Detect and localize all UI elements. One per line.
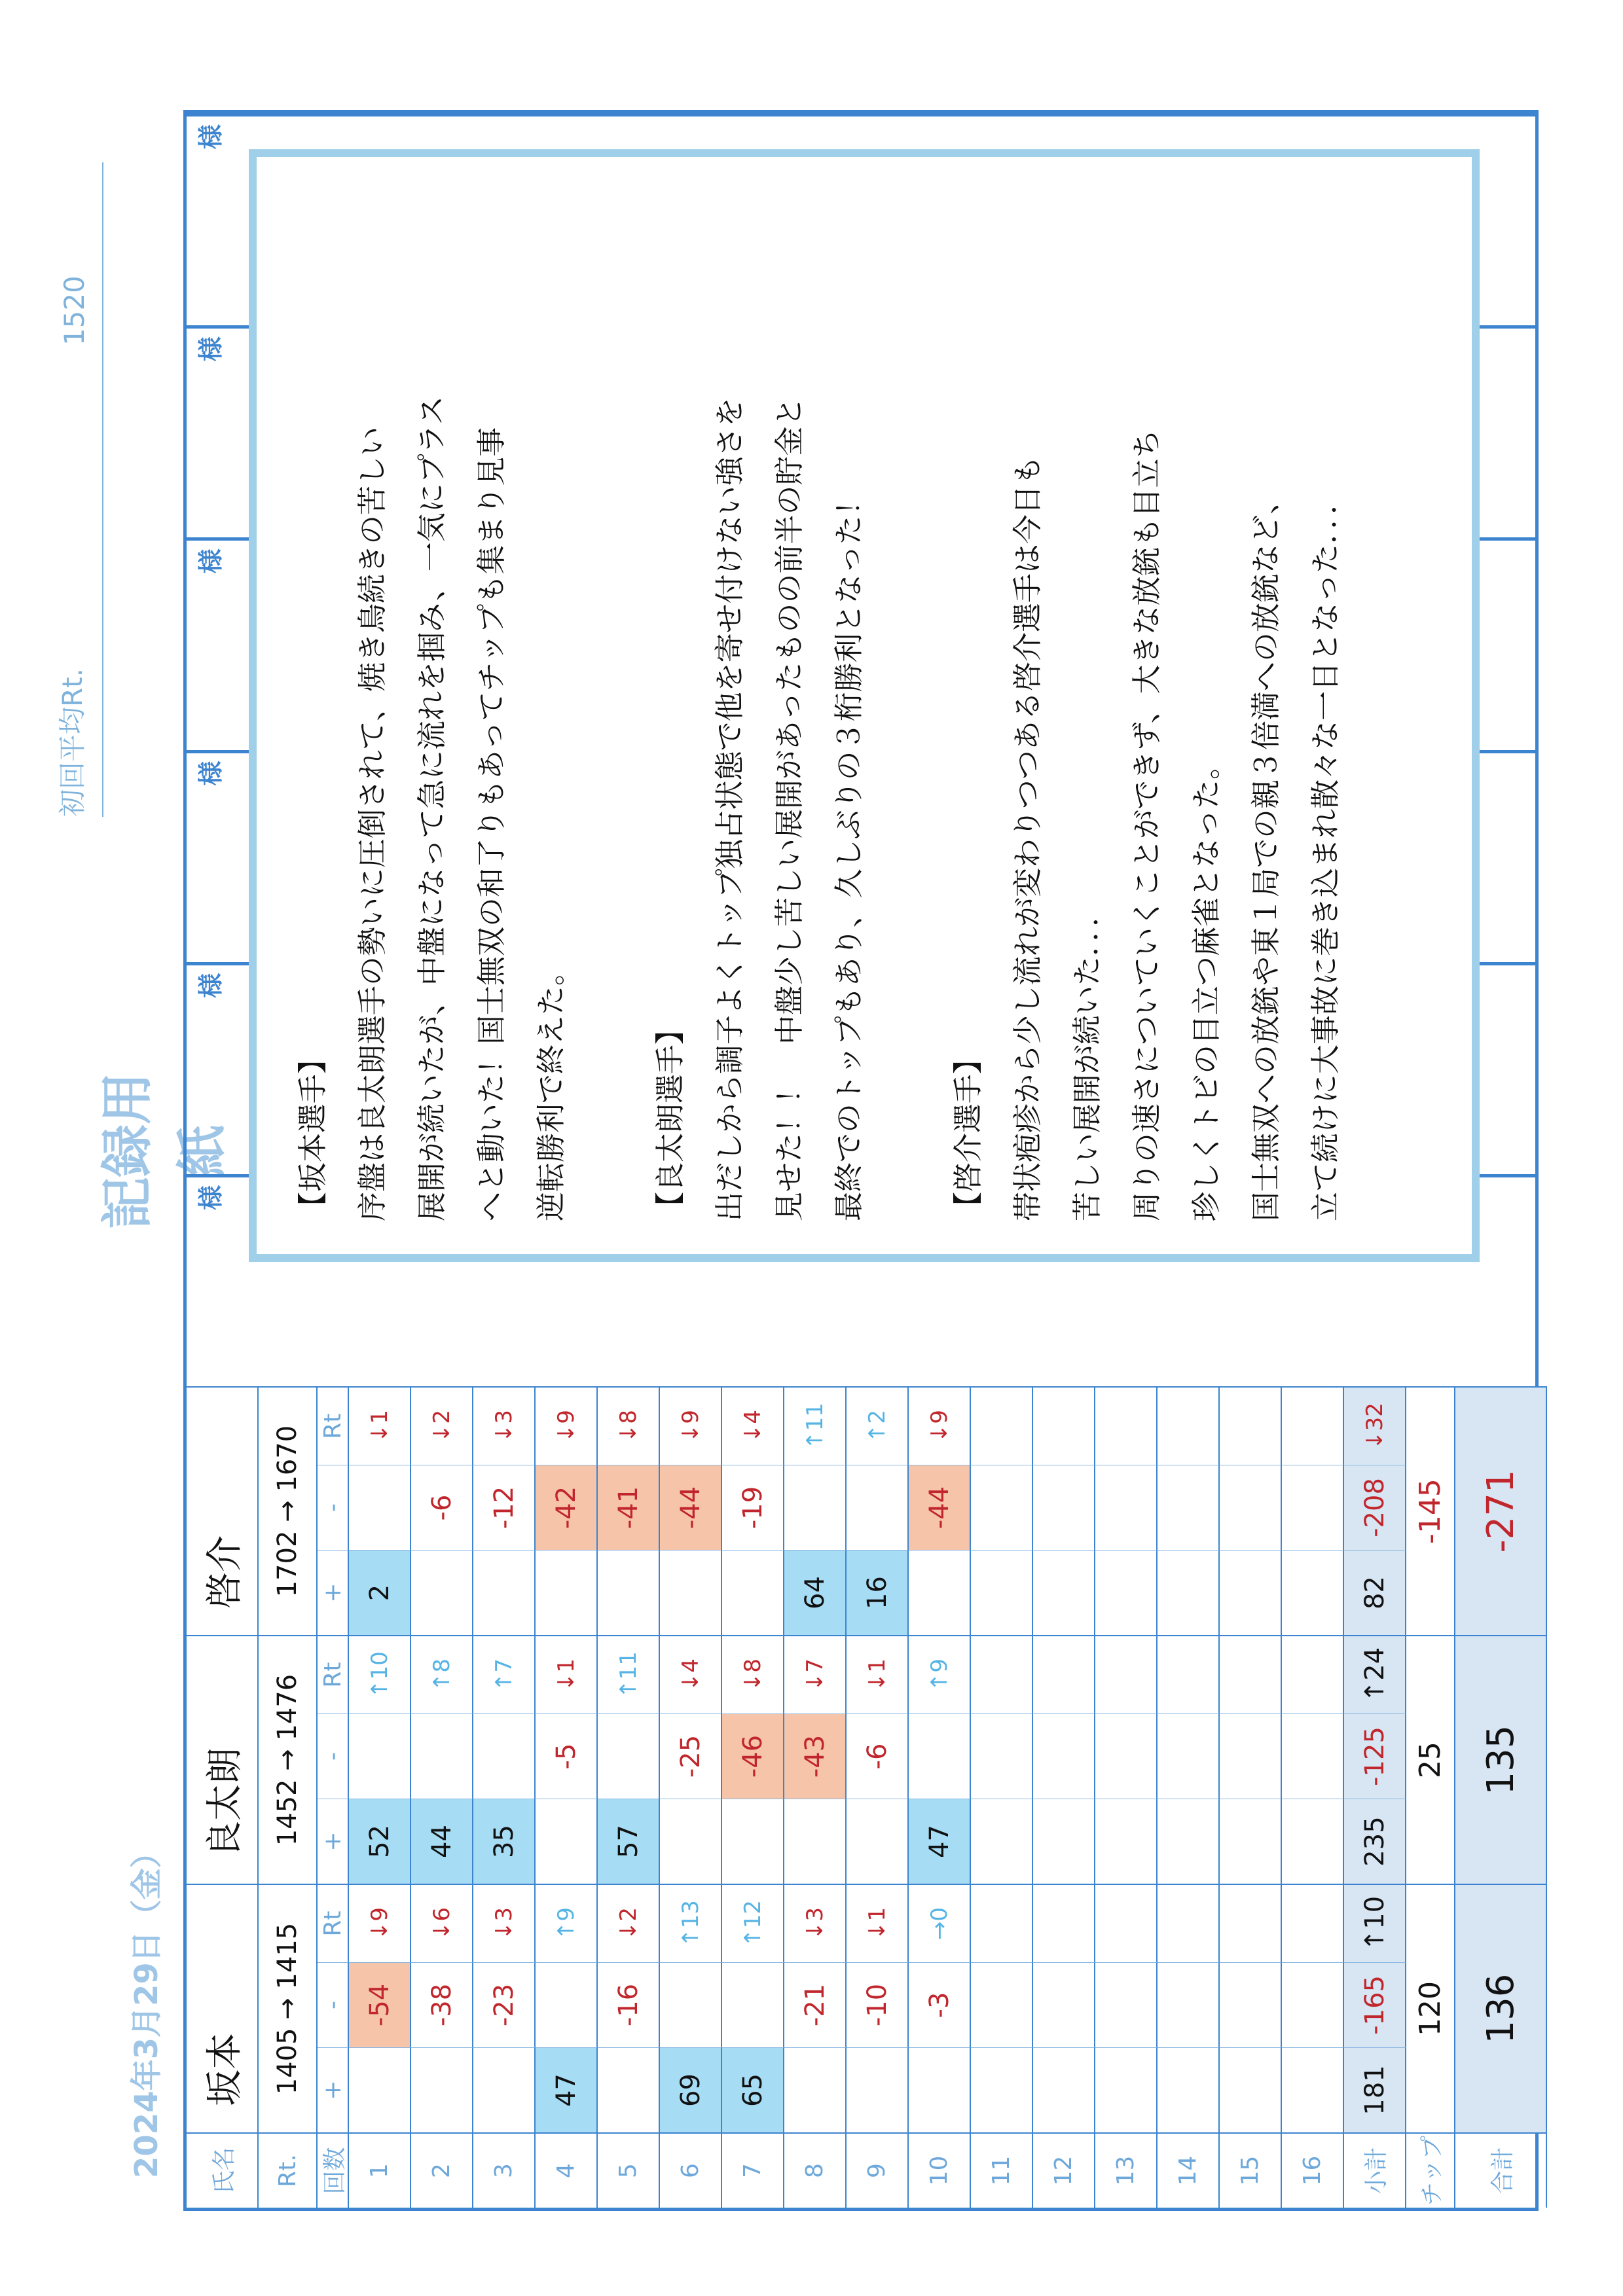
score-cell: -6 bbox=[411, 1465, 473, 1550]
column-header-rtcol: Rt bbox=[318, 1386, 349, 1465]
commentary-line: 【啓介選手】 bbox=[951, 1044, 985, 1221]
score-cell bbox=[1033, 1713, 1095, 1799]
round-number: 6 bbox=[660, 2132, 722, 2208]
score-cell: -43 bbox=[784, 1713, 847, 1799]
score-cell: -23 bbox=[473, 1962, 536, 2047]
column-header-rtcol: Rt bbox=[318, 1884, 349, 1962]
score-cell: ↑8 bbox=[411, 1635, 473, 1713]
commentary-line: 出だしから調子よくトップ独占状態で他を寄せ付けない強さを bbox=[712, 397, 747, 1221]
rating-subtotal: ↑10 bbox=[1344, 1884, 1406, 1962]
score-cell: ↑9 bbox=[909, 1635, 971, 1713]
sama-suffix: 様 bbox=[196, 548, 225, 574]
score-cell bbox=[473, 2047, 536, 2132]
score-cell bbox=[1158, 1635, 1220, 1713]
column-header-plus: + bbox=[318, 2047, 349, 2132]
score-cell bbox=[598, 1550, 660, 1635]
score-cell bbox=[1158, 1962, 1220, 2047]
round-number: 7 bbox=[722, 2132, 784, 2208]
score-cell bbox=[1033, 1962, 1095, 2047]
score-cell: -3 bbox=[909, 1962, 971, 2047]
score-cell: ↓6 bbox=[411, 1884, 473, 1962]
score-cell: -46 bbox=[722, 1713, 784, 1799]
commentary-line: 珍しくトビの目立つ麻雀となった。 bbox=[1189, 749, 1224, 1221]
commentary-line: 展開が続いたが、中盤になって急に流れを掴み、一気にプラス bbox=[414, 395, 449, 1221]
score-cell bbox=[847, 1465, 909, 1550]
round-number: 16 bbox=[1282, 2132, 1344, 2208]
score-cell bbox=[1158, 1884, 1220, 1962]
score-cell: ↓2 bbox=[598, 1884, 660, 1962]
score-cell bbox=[1282, 1799, 1344, 1884]
subtotal-label: 小計 bbox=[1344, 2132, 1406, 2208]
score-cell: -16 bbox=[598, 1962, 660, 2047]
plus-subtotal: 82 bbox=[1344, 1550, 1406, 1635]
round-number: 14 bbox=[1158, 2132, 1220, 2208]
score-cell bbox=[349, 1713, 411, 1799]
commentary-line: 【良太朗選手】 bbox=[653, 1014, 687, 1221]
round-number: 13 bbox=[1095, 2132, 1158, 2208]
score-cell: ↓9 bbox=[349, 1884, 411, 1962]
score-cell: -10 bbox=[847, 1962, 909, 2047]
score-cell bbox=[473, 1550, 536, 1635]
round-number: 12 bbox=[1033, 2132, 1095, 2208]
score-cell: 35 bbox=[473, 1799, 536, 1884]
score-cell bbox=[1220, 1884, 1282, 1962]
score-cell bbox=[971, 1884, 1033, 1962]
score-cell: →0 bbox=[909, 1884, 971, 1962]
score-cell bbox=[1033, 1799, 1095, 1884]
chip-value: -145 bbox=[1406, 1386, 1455, 1635]
sama-suffix: 様 bbox=[196, 973, 225, 998]
score-cell bbox=[1095, 1465, 1158, 1550]
score-cell bbox=[971, 1713, 1033, 1799]
score-cell: ↓1 bbox=[536, 1635, 598, 1713]
player-name: 坂本 bbox=[187, 1884, 259, 2132]
score-cell: -44 bbox=[660, 1465, 722, 1550]
score-cell: -25 bbox=[660, 1713, 722, 1799]
score-cell: ↓3 bbox=[784, 1884, 847, 1962]
column-header-rtcol: Rt bbox=[318, 1635, 349, 1713]
column-header-plus: + bbox=[318, 1550, 349, 1635]
score-cell: ↑13 bbox=[660, 1884, 722, 1962]
score-cell bbox=[971, 2047, 1033, 2132]
score-cell: ↓1 bbox=[847, 1635, 909, 1713]
score-cell: 57 bbox=[598, 1799, 660, 1884]
player-name: 啓介 bbox=[187, 1386, 259, 1635]
score-cell bbox=[1220, 1799, 1282, 1884]
average-rating bbox=[56, 162, 103, 817]
average-rating-value: 1520 bbox=[58, 276, 90, 346]
score-cell bbox=[909, 1550, 971, 1635]
score-cell bbox=[971, 1386, 1033, 1465]
score-cell: ↓1 bbox=[847, 1884, 909, 1962]
score-cell bbox=[1158, 1465, 1220, 1550]
commentary-line: 苦しい展開が続いた．．． bbox=[1070, 897, 1104, 1221]
score-cell bbox=[1282, 1386, 1344, 1465]
score-cell: 52 bbox=[349, 1799, 411, 1884]
score-cell bbox=[1282, 1962, 1344, 2047]
round-number: 9 bbox=[847, 2132, 909, 2208]
score-cell bbox=[1095, 1635, 1158, 1713]
score-cell bbox=[411, 2047, 473, 2132]
score-cell bbox=[1158, 1799, 1220, 1884]
commentary-line: 立て続けに大事故に巻き込まれ散々な一日となった．．． bbox=[1308, 484, 1343, 1221]
commentary-line: へと動いた！国士無双の和了りもあってチップも集まり見事 bbox=[474, 427, 509, 1221]
score-cell bbox=[1095, 1799, 1158, 1884]
score-cell: ↑2 bbox=[847, 1386, 909, 1465]
score-cell bbox=[971, 1635, 1033, 1713]
score-cell bbox=[660, 1962, 722, 2047]
score-cell bbox=[971, 1550, 1033, 1635]
round-number: 10 bbox=[909, 2132, 971, 2208]
date-label: 2024年3月29日（金） bbox=[128, 1837, 165, 2178]
score-cell bbox=[1220, 1550, 1282, 1635]
player-rating: 1405 → 1415 bbox=[259, 1884, 318, 2132]
score-cell bbox=[1220, 1635, 1282, 1713]
sama-suffix: 様 bbox=[196, 124, 225, 150]
score-cell bbox=[1033, 1386, 1095, 1465]
score-cell bbox=[536, 1962, 598, 2047]
score-cell: ↓9 bbox=[536, 1386, 598, 1465]
score-cell bbox=[1282, 1550, 1344, 1635]
score-cell bbox=[1158, 1550, 1220, 1635]
round-header: 回数 bbox=[318, 2132, 349, 2208]
score-cell bbox=[909, 2047, 971, 2132]
minus-subtotal: -165 bbox=[1344, 1962, 1406, 2047]
column-header-minus: - bbox=[318, 1962, 349, 2047]
score-cell: ↓8 bbox=[598, 1386, 660, 1465]
round-number: 5 bbox=[598, 2132, 660, 2208]
score-cell bbox=[536, 1550, 598, 1635]
player-rating: 1702 → 1670 bbox=[259, 1386, 318, 1635]
score-cell: -21 bbox=[784, 1962, 847, 2047]
name-header: 氏名 bbox=[187, 2132, 259, 2208]
score-cell bbox=[1220, 1713, 1282, 1799]
total-value: 136 bbox=[1455, 1884, 1547, 2132]
score-cell: ↓8 bbox=[722, 1635, 784, 1713]
score-cell: ↓4 bbox=[660, 1635, 722, 1713]
commentary-line: 最終でのトップもあり、久しぶりの３桁勝利となった！ bbox=[831, 486, 866, 1221]
score-cell bbox=[411, 1713, 473, 1799]
round-number: 8 bbox=[784, 2132, 847, 2208]
score-cell: 47 bbox=[909, 1799, 971, 1884]
score-cell: 64 bbox=[784, 1550, 847, 1635]
score-cell bbox=[784, 2047, 847, 2132]
score-cell: ↓9 bbox=[660, 1386, 722, 1465]
score-cell: 44 bbox=[411, 1799, 473, 1884]
score-cell: -38 bbox=[411, 1962, 473, 2047]
score-cell bbox=[660, 1550, 722, 1635]
column-header-minus: - bbox=[318, 1713, 349, 1799]
score-cell bbox=[1033, 1635, 1095, 1713]
score-cell: -42 bbox=[536, 1465, 598, 1550]
average-rating-label: 初回平均Rt. bbox=[56, 668, 88, 817]
sama-suffix: 様 bbox=[196, 1185, 225, 1210]
score-cell bbox=[784, 1465, 847, 1550]
score-cell bbox=[1220, 1386, 1282, 1465]
score-cell: ↓2 bbox=[411, 1386, 473, 1465]
score-cell bbox=[1282, 1713, 1344, 1799]
commentary-line: 国士無双への放銃や東１局での親３倍満への放銃など、 bbox=[1249, 484, 1283, 1221]
score-cell bbox=[971, 1799, 1033, 1884]
score-cell bbox=[349, 1465, 411, 1550]
score-cell: ↓3 bbox=[473, 1884, 536, 1962]
score-cell bbox=[847, 2047, 909, 2132]
score-cell bbox=[1095, 1386, 1158, 1465]
round-number: 1 bbox=[349, 2132, 411, 2208]
score-cell bbox=[1282, 1465, 1344, 1550]
score-cell: 69 bbox=[660, 2047, 722, 2132]
commentary-line: 周りの速さについていくことができず、大きな放銃も目立ち bbox=[1129, 429, 1164, 1221]
commentary-line: 序盤は良太朗選手の勢いに圧倒されて、焼き鳥続きの苦しい bbox=[355, 426, 390, 1221]
column-header-minus: - bbox=[318, 1465, 349, 1550]
score-cell bbox=[1095, 1884, 1158, 1962]
rating-subtotal: ↑24 bbox=[1344, 1635, 1406, 1713]
score-cell bbox=[1220, 1962, 1282, 2047]
score-cell: 16 bbox=[847, 1550, 909, 1635]
score-cell bbox=[598, 1713, 660, 1799]
score-cell: ↓1 bbox=[349, 1386, 411, 1465]
score-cell bbox=[1033, 2047, 1095, 2132]
minus-subtotal: -208 bbox=[1344, 1465, 1406, 1550]
score-cell: ↓7 bbox=[784, 1635, 847, 1713]
total-value: -271 bbox=[1455, 1386, 1547, 1635]
minus-subtotal: -125 bbox=[1344, 1713, 1406, 1799]
score-cell bbox=[971, 1962, 1033, 2047]
round-number: 3 bbox=[473, 2132, 536, 2208]
score-cell: -54 bbox=[349, 1962, 411, 2047]
score-cell bbox=[1220, 2047, 1282, 2132]
player-rating: 1452 → 1476 bbox=[259, 1635, 318, 1884]
game-commentary bbox=[249, 149, 1480, 1262]
score-cell bbox=[473, 1713, 536, 1799]
score-cell: ↓3 bbox=[473, 1386, 536, 1465]
commentary-line bbox=[581, 190, 640, 1221]
score-cell: ↓4 bbox=[722, 1386, 784, 1465]
score-cell bbox=[722, 1799, 784, 1884]
commentary-line: 帯状疱疹から少し流れが変わりつつある啓介選手は今日も bbox=[1010, 455, 1045, 1221]
score-cell bbox=[722, 1962, 784, 2047]
score-cell bbox=[1158, 1386, 1220, 1465]
rating-header: Rt. bbox=[259, 2132, 318, 2208]
round-number: 2 bbox=[411, 2132, 473, 2208]
score-cell: -41 bbox=[598, 1465, 660, 1550]
score-cell bbox=[971, 1465, 1033, 1550]
score-cell bbox=[1158, 2047, 1220, 2132]
page-title: 記録用紙 bbox=[97, 1072, 233, 1229]
score-cell: ↑10 bbox=[349, 1635, 411, 1713]
chip-label: チップ bbox=[1406, 2132, 1455, 2208]
score-cell: 65 bbox=[722, 2047, 784, 2132]
column-header-plus: + bbox=[318, 1799, 349, 1884]
commentary-line bbox=[879, 190, 938, 1221]
score-cell bbox=[536, 1799, 598, 1884]
score-cell bbox=[1282, 2047, 1344, 2132]
score-cell bbox=[1220, 1465, 1282, 1550]
score-cell: ↑11 bbox=[784, 1386, 847, 1465]
score-cell bbox=[1095, 1713, 1158, 1799]
score-cell: -6 bbox=[847, 1713, 909, 1799]
score-cell: -12 bbox=[473, 1465, 536, 1550]
player-name: 良太朗 bbox=[187, 1635, 259, 1884]
score-cell bbox=[1095, 2047, 1158, 2132]
sama-suffix: 様 bbox=[196, 761, 225, 786]
commentary-line: 逆転勝利で終えた。 bbox=[534, 956, 568, 1221]
score-cell bbox=[349, 2047, 411, 2132]
rating-subtotal: ↓32 bbox=[1344, 1386, 1406, 1465]
score-cell bbox=[909, 1713, 971, 1799]
total-label: 合計 bbox=[1455, 2132, 1547, 2208]
score-cell bbox=[1282, 1635, 1344, 1713]
round-number: 11 bbox=[971, 2132, 1033, 2208]
round-number: 15 bbox=[1220, 2132, 1282, 2208]
score-cell bbox=[660, 1799, 722, 1884]
round-number: 4 bbox=[536, 2132, 598, 2208]
score-cell bbox=[1033, 1550, 1095, 1635]
score-cell bbox=[722, 1550, 784, 1635]
chip-value: 120 bbox=[1406, 1884, 1455, 2132]
sama-suffix: 様 bbox=[196, 336, 225, 362]
score-cell: ↑11 bbox=[598, 1635, 660, 1713]
score-cell bbox=[1033, 1465, 1095, 1550]
plus-subtotal: 235 bbox=[1344, 1799, 1406, 1884]
commentary-line: 見せた！！ 中盤少し苦しい展開があったものの前半の貯金と bbox=[772, 397, 807, 1221]
score-cell bbox=[847, 1799, 909, 1884]
score-cell bbox=[1095, 1962, 1158, 2047]
score-cell: -44 bbox=[909, 1465, 971, 1550]
chip-value: 25 bbox=[1406, 1635, 1455, 1884]
score-cell: ↓9 bbox=[909, 1386, 971, 1465]
score-cell bbox=[1095, 1550, 1158, 1635]
commentary-line: 【坂本選手】 bbox=[295, 1044, 330, 1221]
score-cell: -19 bbox=[722, 1465, 784, 1550]
score-cell bbox=[1158, 1713, 1220, 1799]
score-cell bbox=[784, 1799, 847, 1884]
total-value: 135 bbox=[1455, 1635, 1547, 1884]
score-cell: 47 bbox=[536, 2047, 598, 2132]
score-cell bbox=[411, 1550, 473, 1635]
score-cell bbox=[1282, 1884, 1344, 1962]
score-cell bbox=[1033, 1884, 1095, 1962]
score-cell: ↑9 bbox=[536, 1884, 598, 1962]
score-cell: 2 bbox=[349, 1550, 411, 1635]
score-cell: ↑7 bbox=[473, 1635, 536, 1713]
score-cell: ↑12 bbox=[722, 1884, 784, 1962]
score-cell bbox=[598, 2047, 660, 2132]
score-cell: -5 bbox=[536, 1713, 598, 1799]
plus-subtotal: 181 bbox=[1344, 2047, 1406, 2132]
